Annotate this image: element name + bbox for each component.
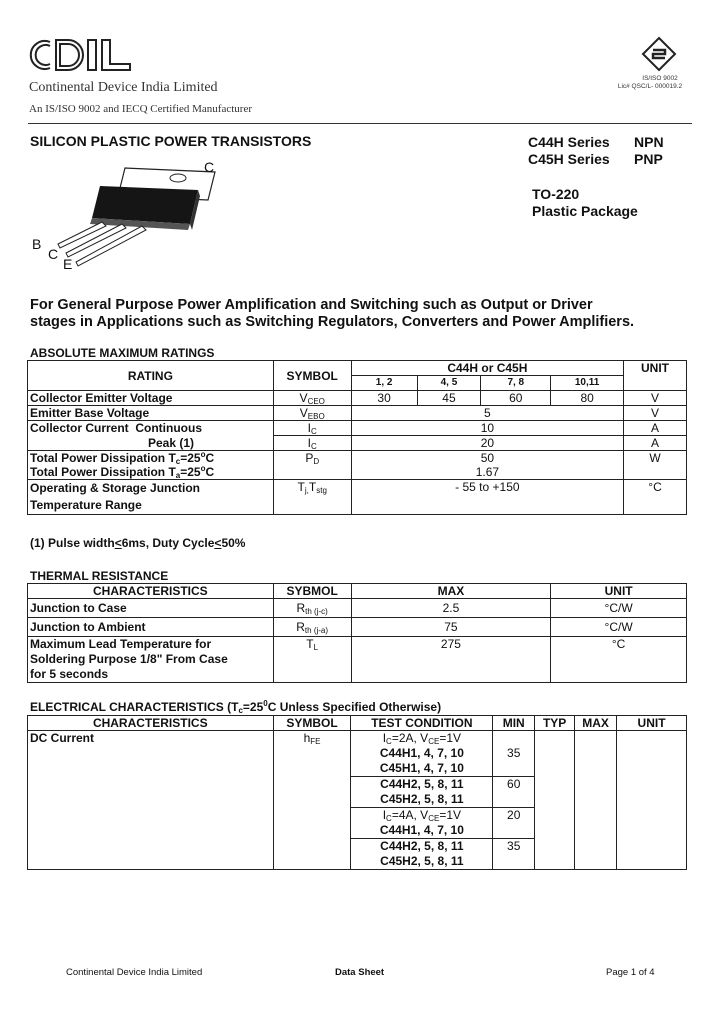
row-label: Total Power Dissipation T [30, 451, 176, 465]
col-unit: UNIT [624, 361, 687, 376]
unit: V [624, 391, 687, 406]
table-row [28, 599, 687, 618]
page-title: SILICON PLASTIC POWER TRANSISTORS [30, 133, 312, 149]
sub-col: 4, 5 [417, 376, 481, 391]
abs-max-heading: ABSOLUTE MAXIMUM RATINGS [30, 346, 215, 360]
value: 45 [417, 391, 481, 406]
label-part: C [205, 465, 215, 479]
footnote-part: 50% [221, 536, 246, 550]
description-line2: stages in Applications such as Switching Regulators, Converters and Power Amplifiers. [30, 314, 635, 330]
table-row [28, 451, 687, 466]
unit: A [624, 436, 687, 451]
badge-line1: IS/ISO 9002 [642, 75, 678, 82]
symbol: R [296, 620, 305, 634]
pin-label-collector: C [48, 246, 59, 262]
label-part: =25 [180, 465, 201, 479]
thermal-heading: THERMAL RESISTANCE [30, 569, 169, 583]
footnote [30, 536, 245, 550]
symbol: R [296, 601, 306, 615]
table-row [28, 480, 687, 515]
group: C44H1, 4, 7, 10 [379, 823, 464, 837]
unit: °C/W [551, 599, 687, 618]
empty-cell [575, 731, 617, 870]
row-label: Total Power Dissipation T [30, 465, 176, 479]
electrical-table [27, 715, 687, 870]
symbol-sub: th (j-a) [304, 626, 329, 635]
group: C44H2, 5, 8, 11 [380, 777, 464, 791]
label-sup: o [200, 450, 206, 459]
symbol: V [299, 391, 308, 405]
package-type: Plastic Package [532, 203, 638, 219]
min-value: 20 [493, 808, 535, 839]
le-symbol: < [214, 536, 222, 550]
table-row [28, 584, 687, 599]
cond-part: I [382, 808, 387, 822]
description-line1: For General Purpose Power Amplification and Switching such as Output or Driver [30, 297, 593, 313]
certification-line: An IS/ISO 9002 and IECQ Certified Manufacturer [29, 103, 253, 115]
unit: °C/W [551, 618, 687, 637]
label-part: C [205, 451, 215, 465]
cond-sub: C [386, 737, 392, 746]
col-symbol: SYMBOL [273, 716, 351, 731]
row-label: Operating & Storage Junction [30, 481, 201, 495]
series-c44h: C44H Series [528, 134, 610, 150]
sub-col: 7, 8 [481, 376, 551, 391]
empty-cell [535, 731, 575, 870]
footnote-part: 6ms, Duty Cycle [121, 536, 215, 550]
value: 5 [351, 406, 623, 421]
value: 80 [551, 391, 624, 406]
series-c45h: C45H Series [528, 151, 610, 167]
unit: V [624, 406, 687, 421]
row-label: Junction to Case [28, 599, 274, 618]
symbol-sub: th (j-c) [305, 607, 328, 616]
label-sub: c [175, 457, 181, 466]
isi-mark-icon [640, 36, 678, 72]
row-label: for 5 seconds [30, 667, 109, 681]
abs-max-table [27, 360, 687, 515]
table-row [28, 406, 687, 421]
symbol: I [307, 436, 311, 450]
symbol: T [297, 480, 305, 494]
value: 75 [351, 618, 551, 637]
table-row [28, 361, 687, 376]
type-npn: NPN [634, 134, 664, 150]
table-row [28, 436, 687, 451]
thermal-table [27, 583, 687, 683]
row-label: Soldering Purpose 1/8" From Case [30, 652, 228, 666]
cond-part: =1V [439, 808, 461, 822]
group: C44H1, 4, 7, 10 [379, 746, 464, 760]
value: 50 [351, 451, 623, 466]
symbol: P [305, 451, 314, 465]
col-char: CHARACTERISTICS [28, 584, 274, 599]
empty-cell [624, 465, 687, 480]
le-symbol: < [114, 536, 122, 550]
dc-current-label: DC Current [28, 731, 274, 870]
heading-part: =25 [242, 700, 264, 714]
row-label: Emitter Base Voltage [28, 406, 274, 421]
badge-line2: Lic# QSC/L- 000019.2 [617, 83, 683, 90]
heading-part: ELECTRICAL CHARACTERISTICS (T [30, 700, 239, 714]
footer-company: Continental Device India Limited [66, 967, 203, 978]
symbol-sub: FE [310, 737, 321, 746]
symbol-sub: C [311, 427, 317, 436]
empty-cell [273, 465, 351, 480]
group: C44H2, 5, 8, 11 [380, 839, 464, 853]
value: 1.67 [351, 465, 623, 480]
pin-label-collector-top: C [204, 159, 215, 175]
col-rating: RATING [28, 361, 274, 391]
col-group: C44H or C45H [351, 361, 623, 376]
min-value: 60 [493, 777, 535, 808]
type-pnp: PNP [634, 151, 663, 167]
col-typ: TYP [535, 716, 575, 731]
pin-label-emitter: E [63, 256, 73, 272]
to220-package-icon [30, 156, 230, 272]
symbol-sub: j, [304, 486, 309, 495]
row-label: Collector Emitter Voltage [28, 391, 274, 406]
row-label: Maximum Lead Temperature for [30, 637, 212, 651]
row-label: Junction to Ambient [28, 618, 274, 637]
unit: °C [551, 637, 687, 683]
row-label: Collector Current Continuous [28, 421, 274, 436]
cond-part: =2A, V [391, 731, 429, 745]
group: C45H2, 5, 8, 11 [380, 854, 464, 868]
cond-sub: C [386, 814, 392, 823]
heading-sub: c [238, 706, 243, 715]
col-symbol: SYBMOL [273, 584, 351, 599]
value: 30 [351, 391, 417, 406]
symbol: V [299, 406, 308, 420]
col-unit: UNIT [551, 584, 687, 599]
heading-part: C Unless Specified Otherwise) [267, 700, 442, 714]
cond-part: =4A, V [391, 808, 429, 822]
row-label: Peak (1) [28, 436, 274, 451]
table-row [28, 716, 687, 731]
sub-col: 10,11 [551, 376, 624, 391]
col-min: MIN [493, 716, 535, 731]
table-row [28, 731, 687, 777]
footnote-part: (1) Pulse width [30, 536, 115, 550]
cdil-logo [28, 36, 134, 76]
symbol-sub: stg [316, 486, 327, 495]
cond-part: =1V [439, 731, 461, 745]
unit: °C [624, 480, 687, 515]
table-row [28, 465, 687, 480]
col-symbol: SYMBOL [273, 361, 351, 391]
group: C45H1, 4, 7, 10 [379, 761, 464, 775]
footer-page: Page 1 of 4 [606, 967, 655, 978]
label-part: =25 [180, 451, 201, 465]
group: C45H2, 5, 8, 11 [380, 792, 464, 806]
unit: W [624, 451, 687, 466]
empty-cell [617, 731, 687, 870]
symbol-sub: D [313, 457, 320, 466]
empty-cell [624, 376, 687, 391]
heading-sup: 0 [263, 699, 268, 708]
col-max: MAX [351, 584, 551, 599]
unit: A [624, 421, 687, 436]
symbol-sub: C [311, 442, 317, 451]
cond-sub: CE [428, 814, 440, 823]
header-divider [28, 123, 692, 124]
table-row [28, 618, 687, 637]
value: 2.5 [351, 599, 551, 618]
sub-col: 1, 2 [351, 376, 417, 391]
table-row [28, 391, 687, 406]
symbol: T [308, 480, 317, 494]
value: - 55 to +150 [351, 480, 623, 515]
col-char: CHARACTERISTICS [28, 716, 274, 731]
col-test: TEST CONDITION [351, 716, 493, 731]
cond-part: I [382, 731, 387, 745]
symbol: I [307, 421, 311, 435]
label-sup: o [200, 464, 206, 473]
table-row [28, 421, 687, 436]
label-sub: a [175, 471, 181, 480]
min-value: 35 [493, 731, 535, 777]
cond-sub: CE [428, 737, 440, 746]
symbol-sub: CEO [307, 397, 325, 406]
company-name: Continental Device India Limited [29, 80, 218, 95]
symbol-sub: EBO [307, 412, 325, 421]
value: 20 [351, 436, 623, 451]
col-unit: UNIT [617, 716, 687, 731]
min-value: 35 [493, 839, 535, 870]
package-name: TO-220 [532, 186, 580, 202]
value: 275 [351, 637, 551, 683]
table-row [28, 637, 687, 683]
row-label: Temperature Range [30, 498, 142, 512]
symbol: h [303, 731, 311, 745]
value: 10 [351, 421, 623, 436]
symbol: T [306, 637, 314, 651]
col-max: MAX [575, 716, 617, 731]
pin-label-base: B [32, 236, 42, 252]
electrical-heading [30, 700, 441, 714]
value: 60 [481, 391, 551, 406]
footer-center: Data Sheet [335, 967, 385, 978]
symbol-sub: L [313, 643, 319, 652]
